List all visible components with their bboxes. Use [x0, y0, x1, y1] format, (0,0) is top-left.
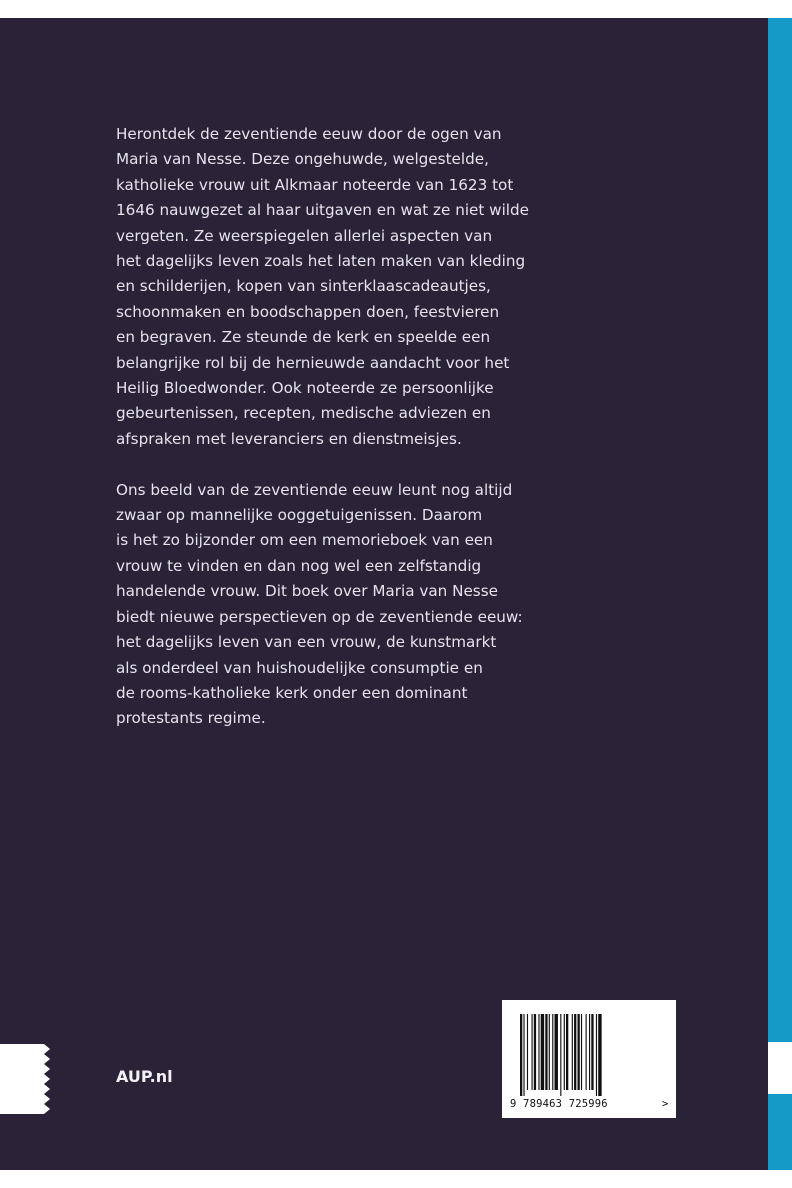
barcode-bar — [541, 1014, 544, 1090]
barcode-bar — [586, 1014, 587, 1090]
spine-stripe — [768, 18, 792, 1170]
blurb-line: vergeten. Ze weerspiegelen allerlei aspecten van — [116, 226, 493, 245]
blurb-text — [116, 122, 536, 732]
barcode-bar — [596, 1014, 597, 1096]
blurb-line: Maria van Nesse. Deze ongehuwde, welgestelde, — [116, 150, 489, 169]
blurb-line: vrouw te vinden en dan nog wel een zelfstandig — [116, 556, 482, 575]
blurb-line: de rooms-katholieke kerk onder een dominant — [116, 683, 468, 702]
barcode-bar — [534, 1014, 536, 1090]
blurb-line: Herontdek de zeventiende eeuw door de ogen van — [116, 125, 502, 143]
barcode-bar — [520, 1014, 522, 1096]
barcode-bar — [564, 1014, 565, 1090]
barcode-bar — [566, 1014, 568, 1090]
barcode-bar — [555, 1014, 558, 1090]
barcode-bar — [578, 1014, 580, 1090]
barcode-bar — [581, 1014, 582, 1090]
blurb-line: afspraken met leveranciers en dienstmeisjes. — [116, 429, 462, 448]
blurb-line: protestants regime. — [116, 709, 266, 728]
blurb-paragraph-1 — [116, 122, 536, 452]
barcode-bar — [560, 1014, 561, 1096]
blurb-line: Heilig Bloedwonder. Ook noteerde ze persoonlijke — [116, 379, 494, 398]
spine-white-block — [768, 1042, 792, 1094]
blurb-line: handelende vrouw. Dit boek over Maria van Nesse — [116, 582, 498, 601]
blurb-line: zwaar op mannelijke ooggetuigenissen. Daarom — [116, 506, 483, 525]
isbn-arrow: > — [662, 1098, 669, 1110]
barcode-bar — [598, 1014, 601, 1096]
blurb-line: het dagelijks leven van een vrouw, de kunstmarkt — [116, 633, 497, 652]
blurb-line: en begraven. Ze steunde de kerk en speelde een — [116, 328, 491, 347]
barcode-bar — [574, 1014, 576, 1090]
barcode-bar — [572, 1014, 573, 1090]
blurb-line: Ons beeld van de zeventiende eeuw leunt nog altijd — [116, 480, 513, 499]
blurb-line: gebeurtenissen, recepten, medische adviezen en — [116, 404, 491, 423]
blurb-paragraph-2 — [116, 478, 536, 732]
isbn-barcode — [502, 1000, 676, 1118]
blurb-line: is het zo bijzonder om een memorieboek van een — [116, 531, 493, 550]
blurb-line: schoonmaken en boodschappen doen, feestvieren — [116, 302, 500, 321]
barcode-bar — [549, 1014, 550, 1090]
barcode-bar — [532, 1014, 533, 1090]
publisher-website: AUP.nl — [116, 1067, 173, 1086]
zigzag-tab-logo — [0, 1044, 50, 1114]
blurb-line: en schilderijen, kopen van sinterklaascadeautjes, — [116, 277, 491, 296]
barcode-bar — [552, 1014, 553, 1090]
barcode-bar — [545, 1014, 547, 1090]
barcode-bars — [520, 1014, 658, 1096]
blurb-line: biedt nieuwe perspectieven op de zeventiende eeuw: — [116, 607, 523, 626]
blurb-line: als onderdeel van huishoudelijke consumptie en — [116, 658, 483, 677]
barcode-bar — [589, 1014, 590, 1090]
blurb-line: het dagelijks leven zoals het laten maken van kleding — [116, 252, 526, 271]
barcode-bar — [591, 1014, 593, 1090]
barcode-bar — [538, 1014, 539, 1090]
isbn-number: 9 789463 725996 — [510, 1098, 608, 1110]
barcode-bar — [527, 1014, 528, 1090]
blurb-line: 1646 nauwgezet al haar uitgaven en wat ze niet wilde — [116, 201, 530, 220]
blurb-line: katholieke vrouw uit Alkmaar noteerde van 1623 tot — [116, 175, 514, 194]
blurb-line: belangrijke rol bij de hernieuwde aandacht voor het — [116, 353, 510, 372]
barcode-bar — [523, 1014, 524, 1096]
